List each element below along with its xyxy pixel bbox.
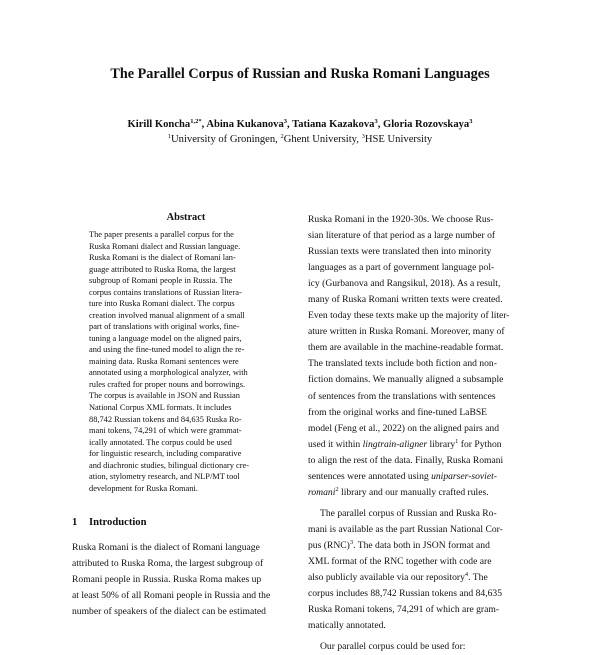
text-line: number of speakers of the dialect can be estimated xyxy=(72,606,266,618)
tool-name: lingtrain-aligner xyxy=(362,438,428,450)
footnote-marker: 2 xyxy=(335,485,339,493)
text-line: and diachronic studies, bilingual dictionary cre- xyxy=(89,460,250,470)
text-line: corpus contains translations of Russian litera- xyxy=(89,287,242,297)
text-line: Romani people in Russia. Ruska Roma makes up xyxy=(72,574,262,586)
text-segment: pus (RNC) xyxy=(308,539,350,551)
author-sup: 3 xyxy=(374,118,378,125)
text-line: Ruska Romani is the dialect of Romani lan- xyxy=(89,253,236,263)
affiliation-name: HSE University xyxy=(364,134,433,145)
text-line: The translated texts include both fiction and non- xyxy=(308,358,497,370)
text-line xyxy=(308,538,532,554)
text-line: Ruska Romani dialect and Russian language. xyxy=(89,241,241,251)
section-heading xyxy=(72,517,147,528)
paper-title: The Parallel Corpus of Russian and Ruska Romani Languages xyxy=(110,66,490,82)
abstract-body xyxy=(89,229,285,494)
right-paragraph-1 xyxy=(308,212,532,437)
text-line xyxy=(308,469,532,485)
affiliation-list: $^1$University of Groningen, $^2$Ghent University, $^3$HSE University xyxy=(167,133,433,145)
text-line: The paper presents a parallel corpus for the xyxy=(89,230,234,239)
text-line: icy (Gurbanova and Rangsikul, 2018). As a result, xyxy=(308,278,501,290)
author-name: Gloria Rozovskaya xyxy=(382,119,470,130)
text-segment: . The xyxy=(468,572,488,584)
affiliation-name: University of Groningen xyxy=(171,134,276,145)
text-segment: sentences were annotated using xyxy=(308,470,432,482)
author-list: Kirill Koncha$^{1,2*}$, Abina Kukanova$^3$, Tatiana Kazakova$^3$, Gloria Rozovskaya$^3$ xyxy=(127,118,473,130)
author-sup: 3 xyxy=(283,118,287,125)
left-column-text xyxy=(72,540,302,620)
text-line: many of Ruska Romani written texts were created. xyxy=(308,294,503,306)
text-line: Ruska Romani is the dialect of Romani language xyxy=(72,542,260,553)
footnote-marker: 3 xyxy=(349,538,354,546)
text-line: XML format of the RNC together with code are xyxy=(308,555,492,567)
author-name: Tatiana Kazakova xyxy=(292,119,375,130)
text-line: 88,742 Russian tokens and 84,635 Ruska Ro- xyxy=(89,414,242,424)
text-line xyxy=(308,570,532,586)
text-line: ically annotated. The corpus could be used xyxy=(89,437,232,447)
text-line xyxy=(308,485,532,501)
tool-name: uniparser-soviet- xyxy=(431,470,497,482)
text-line: development for Ruska Romani. xyxy=(89,483,198,493)
text-line: sian literature of that period as a large number of xyxy=(308,230,496,242)
affiliation-sup: 1 xyxy=(167,133,172,140)
affiliation-sup: 3 xyxy=(361,133,365,140)
author-sup: 3 xyxy=(469,118,473,125)
section-title: Introduction xyxy=(89,517,147,528)
text-line: and using the fine-tuned model to align the re- xyxy=(89,345,245,355)
text-line: ture into Ruska Romani dialect. The corpus xyxy=(89,299,235,309)
text-line: maining data. Ruska Romani sentences were xyxy=(89,356,239,366)
text-line: Russian texts were translated then into minority xyxy=(308,246,492,258)
text-line: guage attributed to Ruska Roma, the largest xyxy=(89,264,236,274)
text-line: The parallel corpus of Russian and Ruska Ro- xyxy=(320,507,497,519)
text-line: to align the rest of the data. Finally, Ruska Romani xyxy=(308,454,504,466)
text-segment: for Python xyxy=(458,438,502,450)
text-line: National Corpus XML formats. It includes xyxy=(89,402,232,412)
text-line: them are available in the machine-readable format. xyxy=(308,342,504,354)
text-segment: library and our manually crafted rules. xyxy=(338,486,489,498)
text-segment: library xyxy=(427,438,456,450)
right-column-text xyxy=(308,212,532,655)
text-line: corpus includes 88,742 Russian tokens and 84,635 xyxy=(308,588,502,600)
section-number: 1 xyxy=(72,517,78,528)
author-sup: 1,2* xyxy=(190,118,202,125)
text-segment: also publicly available via our repository xyxy=(308,572,465,584)
text-line: The corpus is available in JSON and Russian xyxy=(89,391,240,401)
text-line: mani is available as the part Russian National Cor- xyxy=(308,523,503,535)
text-line: rules crafted for proper nouns and borrowings. xyxy=(89,379,246,389)
text-line: Even today these texts make up the majority of liter- xyxy=(308,310,510,322)
text-line: subgroup of Romani people in Russia. The xyxy=(89,276,233,286)
text-line: ature written in Ruska Romani. Moreover, many of xyxy=(308,326,505,338)
affiliation-name: Ghent University xyxy=(283,134,357,145)
text-line: attributed to Ruska Roma, the largest subgroup of xyxy=(72,558,264,570)
text-line: languages as a part of government language pol- xyxy=(308,262,495,274)
text-segment: used it within xyxy=(308,438,363,450)
text-line: Ruska Romani in the 1920-30s. We choose Rus- xyxy=(308,214,494,225)
author-name: Abina Kukanova xyxy=(206,119,284,130)
text-line: ation, stylometry research, and NLP/MT tool xyxy=(89,472,240,482)
text-line: creation involved manual alignment of a small xyxy=(89,310,245,320)
author-name: Kirill Koncha xyxy=(127,119,191,130)
abstract-heading: Abstract xyxy=(166,212,206,223)
text-line xyxy=(308,437,532,453)
text-line: at least 50% of all Romani people in Russia and the xyxy=(72,590,271,602)
text-line: model (Feng et al., 2022) on the aligned pairs and xyxy=(308,422,500,434)
text-line: tuning a language model on the aligned pairs, xyxy=(89,333,242,343)
text-line: from the original works and fine-tuned LaBSE xyxy=(308,406,488,418)
text-line: fiction domains. We manually aligned a subsample xyxy=(308,374,504,386)
affiliation-sup: 2 xyxy=(280,133,284,140)
text-line: Ruska Romani tokens, 74,291 of which are gram- xyxy=(308,604,500,616)
text-line: part of translations with original works, fine- xyxy=(89,322,240,332)
text-line: annotated using a morphological analyzer, with xyxy=(89,368,248,378)
text-segment: . The data both in JSON format and xyxy=(353,539,490,551)
text-line: mani tokens, 74,291 of which were grammat- xyxy=(89,426,242,436)
text-line: for linguistic research, including comparative xyxy=(89,449,242,459)
text-line: matically annotated. xyxy=(308,620,386,632)
text-line: Our parallel corpus could be used for: xyxy=(320,641,466,653)
tool-name: romani xyxy=(308,486,336,498)
footnote-marker: 4 xyxy=(464,571,469,579)
footnote-marker: 1 xyxy=(455,437,459,445)
text-line: of sentences from the translations with sentences xyxy=(308,390,496,402)
